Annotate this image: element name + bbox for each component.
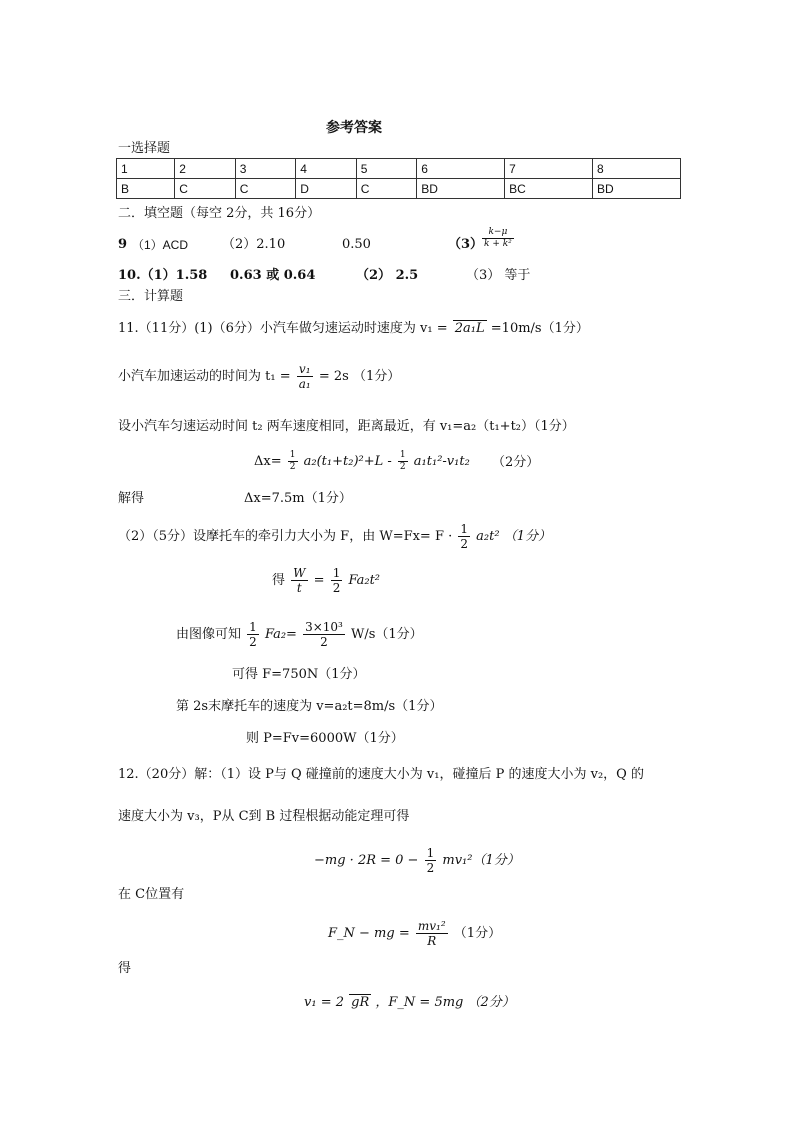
table-cell: 7 <box>505 159 593 179</box>
q12-line7 <box>304 994 515 1011</box>
q11-l6-b: a₂t² （1分） <box>476 529 551 544</box>
q12-l5-den: R <box>427 934 437 948</box>
q11-l4-a: Δx= <box>254 454 282 469</box>
section-heading-calc: 三．计算题 <box>118 289 184 304</box>
q11-l8-half-d: 2 <box>249 635 257 649</box>
q11-l8-c: W/s（1分） <box>351 627 423 642</box>
q12-l5-b: （1分） <box>453 926 502 941</box>
q12-line5 <box>328 919 501 948</box>
q11-l8-num: 3×10³ <box>305 620 343 634</box>
table-cell: BD <box>593 179 681 199</box>
q12-l3-b: mv₁²（1分） <box>442 853 520 868</box>
q11-line2-text: 小汽车加速运动的时间为 t₁ = <box>118 369 291 384</box>
q11-l4-half-d2: 2 <box>399 462 406 472</box>
q11-l4-b: a₂(t₁+t₂)²+L - <box>303 454 392 469</box>
q10-part1b: 0.63 或 0.64 <box>230 268 316 283</box>
table-cell: 3 <box>235 159 296 179</box>
q12-line1: 12.（20分）解：（1）设 P与 Q 碰撞前的速度大小为 v₁，碰撞后 P 的速度大小为 v₂，Q 的 <box>118 767 644 782</box>
table-cell: 4 <box>296 159 357 179</box>
table-cell: C <box>235 179 296 199</box>
q11-line6 <box>118 522 551 551</box>
q11-sqrt: 2a₁L <box>454 321 485 336</box>
q11-l4-half-d: 2 <box>289 462 296 472</box>
q11-l8-b: Fa₂= <box>264 627 297 642</box>
q12-l5-a: F_N − mg = <box>328 926 410 941</box>
q11-line9: 可得 F=750N（1分） <box>232 667 366 682</box>
table-cell: BD <box>417 179 505 199</box>
q11-l4-c: a₁t₁²-v₁t₂ <box>413 454 470 469</box>
q11-l6-half-d: 2 <box>460 537 469 551</box>
q11-line11: 则 P=Fv=6000W（1分） <box>246 731 404 746</box>
q9-part2b: 0.50 <box>342 237 371 252</box>
q11-l6-a: （2）（5分）设摩托车的牵引力大小为 F，由 W=Fx= F · <box>118 529 453 544</box>
q11-line5a: 解得 <box>118 491 145 506</box>
q12-l5-num: mv₁² <box>417 919 446 933</box>
q11-l7-den: t <box>296 581 302 595</box>
table-cell: 2 <box>175 159 236 179</box>
table-cell: D <box>296 179 357 199</box>
q11-l4-half-n2: 1 <box>399 450 406 460</box>
page-title: 参考答案 <box>326 120 382 136</box>
table-cell: B <box>117 179 175 199</box>
q12-l3-half-n: 1 <box>426 846 435 860</box>
q10-part1: 10.（1）1.58 <box>118 268 208 283</box>
q9-part3: （3） <box>448 237 484 252</box>
q12-l7-sqrt: gR <box>351 995 370 1010</box>
answer-table <box>116 158 681 199</box>
q11-l7-num: W <box>293 566 306 580</box>
q11-l7-a: 得 <box>272 573 286 588</box>
q11-line8 <box>176 620 423 649</box>
q11-line5b: Δx=7.5m（1分） <box>244 491 352 506</box>
q9-label: 9 <box>118 237 128 252</box>
q11-line2 <box>118 362 400 391</box>
q11-line7 <box>272 566 380 595</box>
table-row <box>117 159 681 179</box>
q11-l8-a: 由图像可知 <box>176 627 242 642</box>
table-cell: 8 <box>593 159 681 179</box>
q11-l8-den: 2 <box>320 635 328 649</box>
q9-frac-den: k + k² <box>484 239 512 249</box>
table-cell: BC <box>505 179 593 199</box>
q11-line1-tail: =10m/s（1分） <box>490 321 589 336</box>
q12-line2: 速度大小为 v₃，P从 C到 B 过程根据动能定理可得 <box>118 809 410 824</box>
q12-line6: 得 <box>118 961 132 976</box>
table-cell: 1 <box>117 159 175 179</box>
table-cell: 5 <box>356 159 417 179</box>
q11-l4-score: （2分） <box>492 455 540 470</box>
q11-line3: 设小汽车匀速运动时间 t₂ 两车速度相同，距离最近，有 v₁=a₂（t₁+t₂）（1分） <box>118 419 575 434</box>
q11-l6-half-n: 1 <box>460 522 469 536</box>
q12-line3 <box>314 846 520 875</box>
q11-l2-num: v₁ <box>297 362 313 377</box>
table-cell: 6 <box>417 159 505 179</box>
q11-line1 <box>118 320 589 337</box>
q11-line10: 第 2s末摩托车的速度为 v=a₂t=8m/s（1分） <box>176 699 443 714</box>
table-cell: C <box>356 179 417 199</box>
q12-line4: 在 C位置有 <box>118 887 185 902</box>
q11-l7-eq: = <box>313 573 325 588</box>
section-heading-choice: 一选择题 <box>118 141 171 156</box>
q10-part3: （3） 等于 <box>466 268 531 283</box>
q12-l3-a: −mg · 2R = 0 − <box>314 853 419 868</box>
q11-l7-c: Fa₂t² <box>348 573 381 588</box>
q12-l7-a: v₁ = 2 <box>304 995 344 1010</box>
q9-part1: （1）ACD <box>132 238 189 252</box>
q12-l3-half-d: 2 <box>426 861 435 875</box>
q9-part2: （2）2.10 <box>222 237 286 252</box>
q11-line1-text: 11.（11分）(1)（6分）小汽车做匀速运动时速度为 v₁ = <box>118 321 448 336</box>
q9-frac-num: k−μ <box>482 227 514 239</box>
q11-l2-den: a₁ <box>298 377 311 391</box>
q10-part2: （2） 2.5 <box>356 268 419 283</box>
q11-l7-half-n: 1 <box>332 566 341 580</box>
q12-l7-b: ，F_N = 5mg （2分） <box>375 995 515 1010</box>
q11-l7-half-d: 2 <box>332 581 341 595</box>
q11-line2-tail: = 2s （1分） <box>318 369 401 384</box>
q9-fraction <box>480 227 516 250</box>
q11-l8-half-n: 1 <box>249 620 257 634</box>
table-cell: C <box>175 179 236 199</box>
q11-l4-half-n: 1 <box>289 450 296 460</box>
table-row <box>117 179 681 199</box>
section-heading-fill: 二．填空题（每空 2分，共 16分） <box>118 206 321 221</box>
q11-line4 <box>254 450 470 473</box>
